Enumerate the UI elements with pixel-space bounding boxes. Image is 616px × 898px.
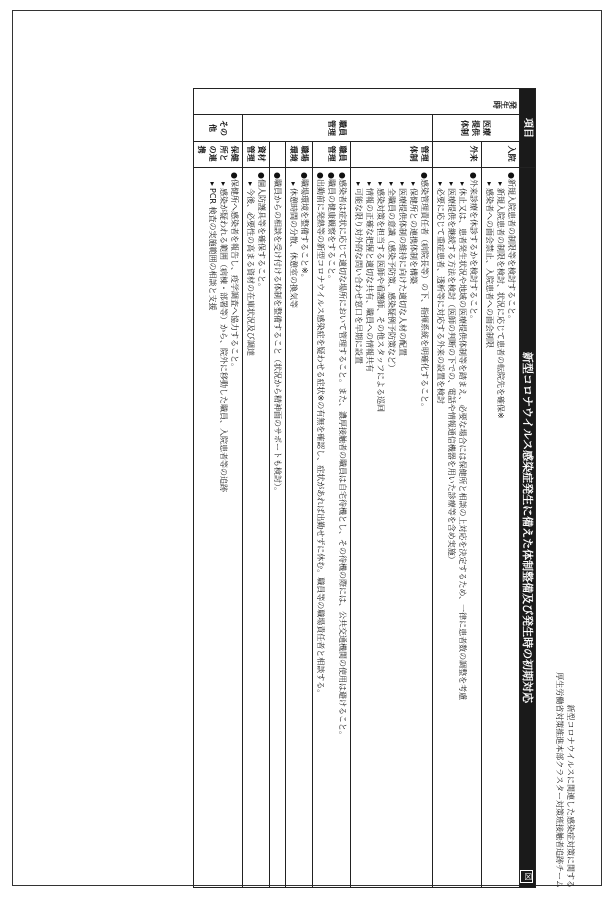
table-row (482, 89, 520, 888)
group-other: その他 (194, 115, 243, 141)
row-label: 資材管理 (243, 141, 270, 167)
rotated-document (16, 48, 576, 888)
row-content (482, 168, 520, 888)
table-row (351, 89, 433, 888)
sub-bullet: ▸ 休止又は、患者発生状況や地域の医療提供体制等を踏まえ、必要な場合には保健所と相談の上対応を決定するため、一律に患者数の調整を考慮 (457, 182, 468, 883)
bullet-text: ●職場環境を整備すること※。 (300, 172, 309, 282)
row-label: 外来 (433, 141, 482, 167)
group-medical: 医療提供体制 (433, 115, 520, 141)
table-row (313, 89, 351, 888)
sub-bullet: ▸ 保健所との連携体制を構築 (408, 182, 419, 883)
bullet-text: ●出勤前に発熱等の新型コロナウイルス感染症を疑わせる症状※の有無を確認し、症状があれば出勤せずに休む。職員等の職場責任者と相談する。 (316, 172, 325, 698)
sub-bullet: ▸ 感染が疑われる範囲（病棟・部署等）から、院外に移動した職員、入院患者等の追跡 (218, 182, 229, 883)
table-row (243, 89, 270, 888)
row-content (270, 168, 286, 888)
row-content (194, 168, 243, 888)
sub-bullet: ▸ 新規入院患者の制限を検討、状況に応じて患者の転院先を確保※ (495, 182, 506, 883)
table-row (270, 89, 286, 888)
bullet-text: ●外来診療を休診するかを検討すること。 (469, 172, 478, 323)
table-row (286, 89, 313, 888)
sub-bullet: ▸ PCR 検査の実施範囲の相談と支援 (207, 182, 218, 883)
bullet-text: ●個人防護具等を確保すること。 (257, 172, 266, 291)
row-label: 入院 (482, 141, 520, 167)
sub-bullet: ▸ 今後、必要性の高まる資材の在庫状況及び調達 (245, 182, 256, 883)
sub-bullet: ▸ 全職員の意識（感染予防策、感染疑例予防策など） (386, 182, 397, 883)
sub-bullet: ▸ 医療提供体制の維持に向けた適切な人材の配置 (397, 182, 408, 883)
sub-bullet: ▸ 休憩時間の分散、休憩室の換気等 (288, 182, 299, 883)
row-content (351, 168, 433, 888)
row-label (270, 141, 286, 167)
row-content (433, 168, 482, 888)
sub-bullet: ▸ 感染対策を担当する医師や看護師、その他スタッフによる巡回 (375, 182, 386, 883)
bullet-text: ●感染管理責任者（病院長等）の下、指揮系統を明確化すること。 (420, 172, 429, 411)
row-content (243, 168, 270, 888)
table-title-row (520, 89, 536, 888)
phase-label: 発生時 (194, 89, 520, 115)
sub-bullet: ▸ 必要に応じて重症患者、透析等に対応する外来の設置を検討 (435, 182, 446, 883)
sub-bullet: ▸ 感染者への面会禁止、入院患者への面会制限 (484, 182, 495, 883)
bullet-text: ●保健所へ感染者を報告し、疫学調査へ協力すること。 (230, 172, 239, 371)
sub-bullet: ▸ 情報の正確な把握と適切な共有、職員への情報共有 (364, 182, 375, 883)
bullet-text: ●職員からの相談を受け付ける体制を整備すること（状況から精神面のサポートも検討）。 (273, 172, 282, 495)
table-row (194, 89, 243, 888)
table-row (433, 89, 482, 888)
header-title-text: 新型コロナウイルス感染症発生に備えた体制整備及び発生時の初期対応 (521, 351, 534, 704)
row-label: 職員管理 (313, 141, 351, 167)
bullet-text: ●新規入院患者の制限等を検討すること。 (507, 172, 516, 323)
group-staff: 職員管理 (243, 115, 433, 141)
row-content (286, 168, 313, 888)
bullet-text: ●感染者は症状に応じて適切な場所において管理すること。また、濃厚接触者の職員は自宅待機とし、その待機の際には、公共交通機関の使用は避けること。 (338, 172, 347, 739)
heading-line-1: 新型コロナウイルスに関連した感染症対策に関する (566, 704, 575, 888)
row-label: 職場環境 (286, 141, 313, 167)
checkbox-icon: ☒ (520, 870, 533, 883)
header-item: 項目 (520, 89, 536, 168)
response-table (193, 88, 536, 888)
heading-line-2: 厚生労働省対策推進本部クラスター対策班接触者追跡チーム (555, 672, 564, 888)
bullet-text: ●職員の健康観察をすること。 (327, 172, 336, 283)
header-title (520, 168, 536, 888)
row-label: 管理体制 (351, 141, 433, 167)
document-heading (538, 88, 576, 888)
row-label: 保健所との連携 (194, 141, 243, 167)
sub-bullet: ▸ 可能な限り対外的な問い合わせ窓口を早期に設置 (353, 182, 364, 883)
sub-bullet: ▸ 医療提供を継続する方法を検討（医師の判断の下での、電話や情報通信機器を用いた診療等を含め実施） (446, 182, 457, 883)
row-content (313, 168, 351, 888)
